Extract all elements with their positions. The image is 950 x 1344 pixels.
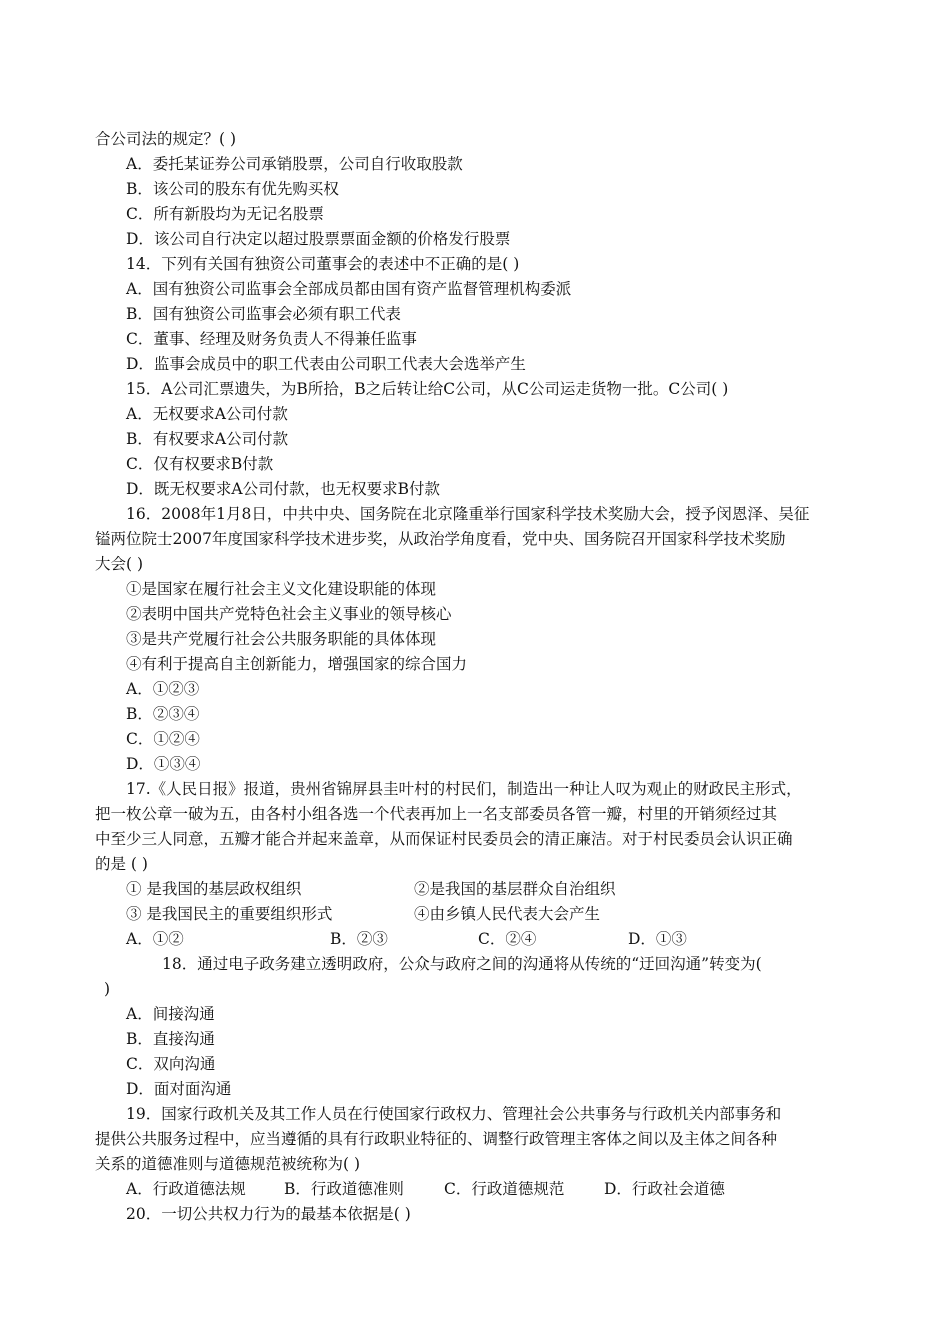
q14-option-d: D．监事会成员中的职工代表由公司职工代表大会选举产生 <box>126 355 526 373</box>
q14-stem: 14．下列有关国有独资公司董事会的表述中不正确的是( ) <box>126 255 520 273</box>
q16-stem-line2: 镒两位院士2007年度国家科学技术进步奖，从政治学角度看，党中央、国务院召开国家科学技术奖励 <box>95 530 786 548</box>
q14-option-c: C．董事、经理及财务负责人不得兼任监事 <box>126 330 417 348</box>
q19-stem-line1: 19．国家行政机关及其工作人员在行使国家行政权力、管理社会公共事务与行政机关内部事务和 <box>126 1105 782 1123</box>
q16-option-c: C．①②④ <box>126 730 200 748</box>
q19-option-d: D．行政社会道德 <box>604 1180 725 1198</box>
q17-stem-line2: 把一枚公章一破为五，由各村小组各选一个代表再加上一名支部委员各管一瓣，村里的开销须经过其 <box>95 805 778 823</box>
q19-option-c: C．行政道德规范 <box>444 1180 565 1198</box>
q18-stem-line1: 18．通过电子政务建立透明政府，公众与政府之间的沟通将从传统的“迂回沟通”转变为( <box>162 955 762 973</box>
q19-stem-line3: 关系的道德准则与道德规范被统称为( ) <box>95 1155 361 1173</box>
q17-option-a: A．①② <box>126 930 184 948</box>
q13-option-b: B．该公司的股东有优先购买权 <box>126 180 339 198</box>
q14-option-b: B．国有独资公司监事会必须有职工代表 <box>126 305 401 323</box>
q17-statement-1: ① 是我国的基层政权组织 <box>126 880 302 898</box>
q14-option-a: A．国有独资公司监事会全部成员都由国有资产监督管理机构委派 <box>126 280 572 298</box>
q18-option-b: B．直接沟通 <box>126 1030 215 1048</box>
q16-stem-line3: 大会( ) <box>95 555 144 573</box>
q17-stem-line1: 17.《人民日报》报道，贵州省锦屏县圭叶村的村民们，制造出一种让人叹为观止的财政民主形式， <box>126 780 802 798</box>
q13-stem-tail: 合公司法的规定？( ) <box>95 130 237 148</box>
q17-stem-line4: 的是 ( ) <box>95 855 148 873</box>
q15-option-a: A．无权要求A公司付款 <box>126 405 288 423</box>
q18-option-c: C．双向沟通 <box>126 1055 216 1073</box>
q16-stem-line1: 16．2008年1月8日，中共中央、国务院在北京隆重举行国家科学技术奖励大会，授予闵恩泽、吴征 <box>126 505 810 523</box>
q15-option-b: B．有权要求A公司付款 <box>126 430 289 448</box>
q18-stem-line2: ) <box>104 980 111 998</box>
q13-option-c: C．所有新股均为无记名股票 <box>126 205 324 223</box>
q16-statement-1: ①是国家在履行社会主义文化建设职能的体现 <box>126 580 437 598</box>
q16-option-b: B．②③④ <box>126 705 200 723</box>
q18-option-a: A．间接沟通 <box>126 1005 215 1023</box>
q15-stem: 15．A公司汇票遗失，为B所拾，B之后转让给C公司，从C公司运走货物一批。C公司( ) <box>126 380 729 398</box>
q19-stem-line2: 提供公共服务过程中，应当遵循的具有行政职业特征的、调整行政管理主客体之间以及主体之间各种 <box>95 1130 778 1148</box>
q17-option-c: C．②④ <box>478 930 537 948</box>
q17-option-d: D．①③ <box>628 930 687 948</box>
q16-statement-2: ②表明中国共产党特色社会主义事业的领导核心 <box>126 605 452 623</box>
q20-stem: 20．一切公共权力行为的最基本依据是( ) <box>126 1205 411 1223</box>
q19-option-b: B．行政道德准则 <box>284 1180 404 1198</box>
q15-option-d: D．既无权要求A公司付款，也无权要求B付款 <box>126 480 441 498</box>
q16-statement-3: ③是共产党履行社会公共服务职能的具体体现 <box>126 630 437 648</box>
q16-option-d: D．①③④ <box>126 755 201 773</box>
q17-statement-2: ②是我国的基层群众自治组织 <box>414 880 616 898</box>
q16-option-a: A．①②③ <box>126 680 200 698</box>
q13-option-a: A．委托某证券公司承销股票，公司自行收取股款 <box>126 155 463 173</box>
q13-option-d: D．该公司自行决定以超过股票票面金额的价格发行股票 <box>126 230 511 248</box>
q15-option-c: C．仅有权要求B付款 <box>126 455 274 473</box>
q16-statement-4: ④有利于提高自主创新能力，增强国家的综合国力 <box>126 655 468 673</box>
q19-option-a: A．行政道德法规 <box>126 1180 246 1198</box>
q17-stem-line3: 中至少三人同意，五瓣才能合并起来盖章，从而保证村民委员会的清正廉洁。对于村民委员会认识正确 <box>95 830 793 848</box>
q17-option-b: B．②③ <box>330 930 388 948</box>
q17-statement-3: ③ 是我国民主的重要组织形式 <box>126 905 333 923</box>
q18-option-d: D．面对面沟通 <box>126 1080 232 1098</box>
q17-statement-4: ④由乡镇人民代表大会产生 <box>414 905 601 923</box>
